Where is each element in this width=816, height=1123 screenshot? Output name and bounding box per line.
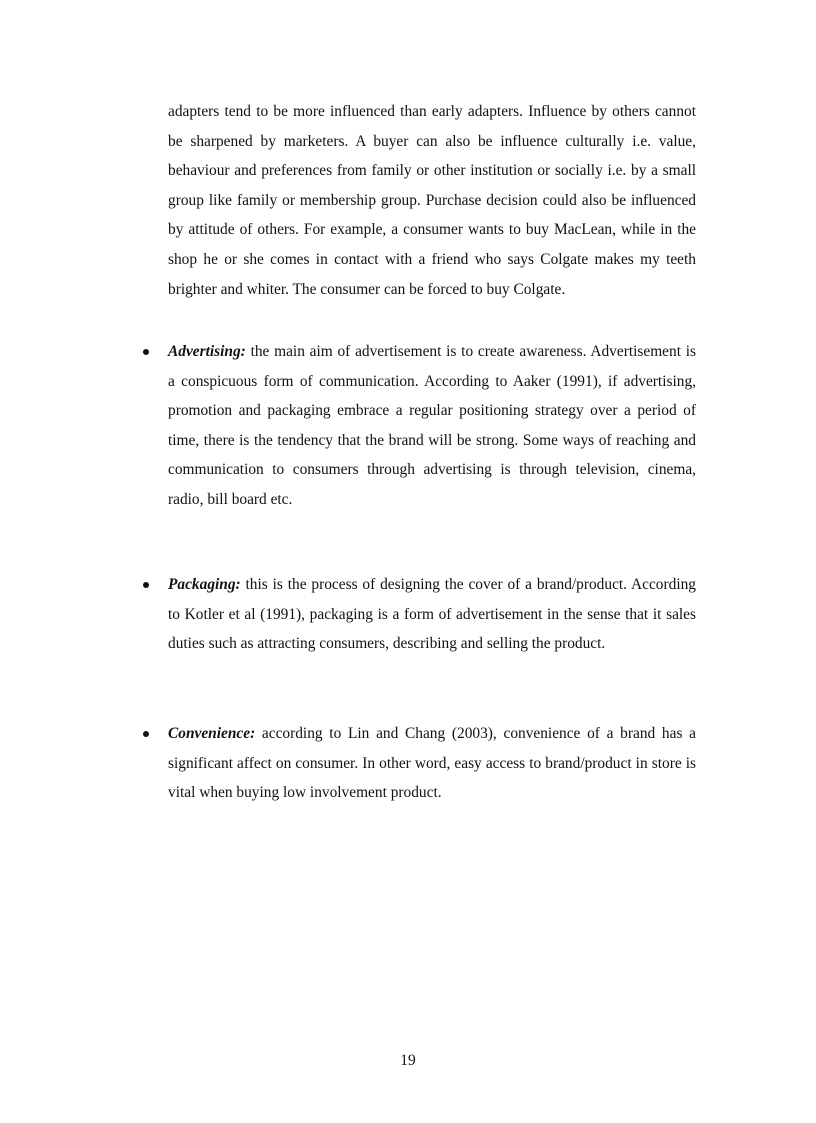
bullet-term-convenience: Convenience: — [168, 725, 256, 742]
bullet-advertising — [168, 337, 696, 515]
page-number: 19 — [400, 1052, 416, 1069]
bullet-text-packaging: this is the process of designing the cover of a brand/product. According to Kotler et al (1991), packaging is a form of advertisement in the sense that it sales duties such as attracting consumers, describing and selling the product. — [168, 576, 696, 653]
bullet-icon — [143, 719, 153, 729]
bullet-icon — [143, 337, 153, 347]
bullet-text-convenience: according to Lin and Chang (2003), convenience of a brand has a significant affect on consumer. In other word, easy access to brand/product in store is vital when buying low involvement product. — [168, 725, 696, 802]
bullet-text-advertising: the main aim of advertisement is to create awareness. Advertisement is a conspicuous form of communication. According to Aaker (1991), if advertising, promotion and packaging embrace a regular positioning strategy over a period of time, there is the tendency that the brand will be strong. Some ways of reaching and communication to consumers through advertising is through television, cinema, radio, bill board etc. — [168, 343, 696, 508]
bullet-term-packaging: Packaging: — [168, 576, 241, 593]
bullet-packaging — [168, 570, 696, 659]
bullet-icon — [143, 570, 153, 580]
bullet-convenience — [168, 719, 696, 808]
bullet-term-advertising: Advertising: — [168, 343, 246, 360]
intro-paragraph: adapters tend to be more influenced than early adapters. Influence by others cannot be sharpened by marketers. A buyer can also be influence culturally i.e. value, behaviour and preferences from family or other institution or socially i.e. by a small group like family or membership group. Purchase decision could also be influenced by attitude of others. For example, a consumer wants to buy MacLean, while in the shop he or she comes in contact with a friend who says Colgate makes my teeth brighter and whiter. The consumer can be forced to buy Colgate. — [168, 103, 696, 298]
